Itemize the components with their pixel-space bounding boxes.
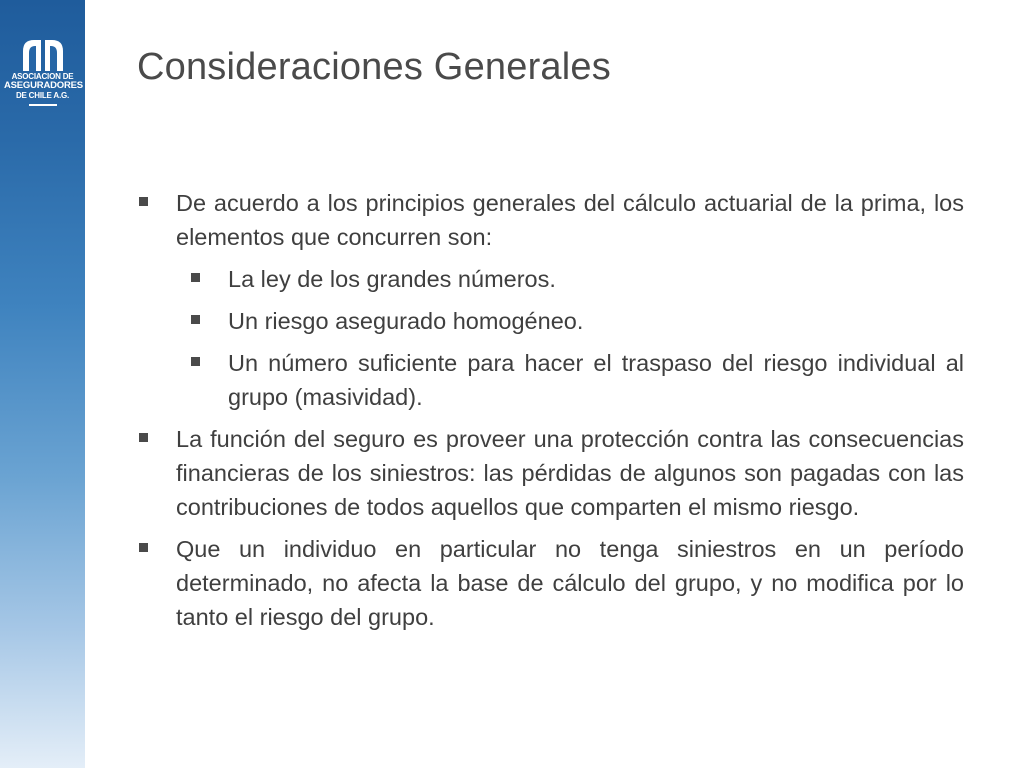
square-bullet-icon <box>139 197 148 206</box>
slide-title: Consideraciones Generales <box>137 46 611 88</box>
sub-bullet-item <box>190 262 964 296</box>
sub-bullet-item <box>190 346 964 414</box>
association-logo <box>4 38 81 106</box>
bullet-text: Que un individuo en particular no tenga siniestros en un período determinado, no afecta la base de cálculo del grupo, y no modifica por lo tanto el riesgo del grupo. <box>176 536 964 630</box>
logo-underline <box>29 104 57 106</box>
arch-emblem-icon <box>20 38 66 72</box>
bullet-item <box>138 186 964 254</box>
logo-text-line-3: DE CHILE A.G. <box>15 91 70 100</box>
logo-text-line-2: ASEGURADORES <box>4 80 83 91</box>
bullet-text: Un número suficiente para hacer el traspaso del riesgo individual al grupo (masividad). <box>228 350 964 410</box>
bullet-text: Un riesgo asegurado homogéneo. <box>228 308 584 334</box>
logo-text-line-1: ASOCIACION DE <box>11 72 74 81</box>
bullet-text: La ley de los grandes números. <box>228 266 556 292</box>
square-bullet-icon <box>139 543 148 552</box>
bullet-text: La función del seguro es proveer una protección contra las consecuencias financieras de los siniestros: las pérdidas de algunos son pagadas con las contribuciones de todos aquellos que comparten el mismo riesgo. <box>176 426 964 520</box>
bullet-item <box>138 422 964 524</box>
square-bullet-icon <box>191 273 200 282</box>
bullet-item <box>138 532 964 634</box>
sidebar-band <box>0 0 85 768</box>
sub-bullet-item <box>190 304 964 338</box>
square-bullet-icon <box>191 357 200 366</box>
square-bullet-icon <box>191 315 200 324</box>
square-bullet-icon <box>139 433 148 442</box>
bullet-text: De acuerdo a los principios generales del cálculo actuarial de la prima, los elementos que concurren son: <box>176 190 964 250</box>
bullet-list <box>138 186 964 642</box>
